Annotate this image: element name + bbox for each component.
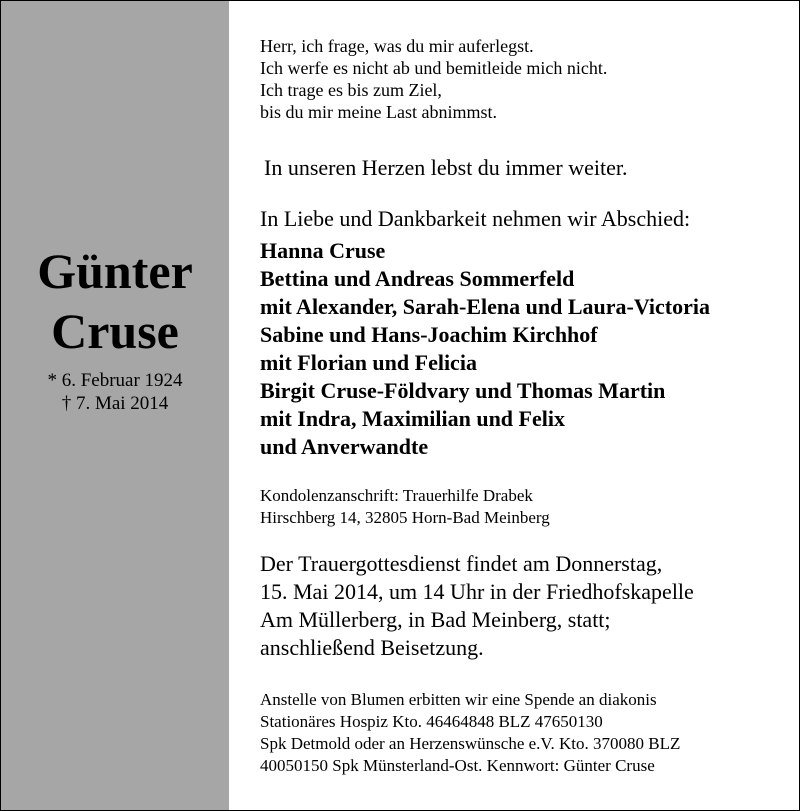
donation-request: [260, 689, 680, 777]
mourner-line: Birgit Cruse-Földvary und Thomas Martin: [260, 378, 666, 403]
condolence-line: Kondolenzanschrift: Trauerhilfe Drabek: [260, 486, 533, 505]
poem-line: Ich trage es bis zum Ziel,: [260, 80, 442, 100]
mourner-line: Sabine und Hans-Joachim Kirchhof: [260, 322, 598, 347]
donation-line: Spk Detmold oder an Herzenswünsche e.V. Kto. 370080 BLZ: [260, 734, 681, 753]
mourner-line: und Anverwandte: [260, 434, 429, 459]
motto: In unseren Herzen lebst du immer weiter.: [264, 155, 628, 180]
condolence-address: [260, 485, 550, 529]
poem-line: Herr, ich frage, was du mir auferlegst.: [260, 36, 534, 56]
name-sidebar: [1, 1, 229, 810]
deceased-last-name: Cruse: [51, 303, 179, 359]
donation-line: Anstelle von Blumen erbitten wir eine Spende an diakonis: [260, 690, 657, 709]
mourner-line: mit Florian und Felicia: [260, 350, 477, 375]
farewell-intro: In Liebe und Dankbarkeit nehmen wir Abschied:: [260, 206, 691, 231]
mourners-list: [260, 237, 710, 461]
death-date: † 7. Mai 2014: [61, 393, 169, 414]
service-line: Der Trauergottesdienst findet am Donnerstag,: [260, 551, 663, 576]
poem-line: Ich werfe es nicht ab und bemitleide mich nicht.: [260, 58, 608, 78]
donation-line: Stationäres Hospiz Kto. 46464848 BLZ 47650130: [260, 712, 603, 731]
service-line: anschließend Beisetzung.: [260, 635, 484, 660]
service-line: 15. Mai 2014, um 14 Uhr in der Friedhofskapelle: [260, 579, 694, 604]
life-dates: [1, 369, 229, 415]
mourner-line: mit Indra, Maximilian und Felix: [260, 406, 565, 431]
condolence-line: Hirschberg 14, 32805 Horn-Bad Meinberg: [260, 508, 550, 527]
mourner-line: Hanna Cruse: [260, 238, 386, 263]
poem-line: bis du mir meine Last abnimmst.: [260, 102, 497, 122]
birth-date: * 6. Februar 1924: [47, 370, 183, 391]
service-line: Am Müllerberg, in Bad Meinberg, statt;: [260, 607, 611, 632]
mourner-line: mit Alexander, Sarah-Elena und Laura-Victoria: [260, 294, 711, 319]
deceased-first-name: Günter: [37, 243, 193, 299]
funeral-service-info: [260, 550, 694, 662]
poem: [260, 35, 607, 123]
mourner-line: Bettina und Andreas Sommerfeld: [260, 266, 575, 291]
donation-line: 40050150 Spk Münsterland-Ost. Kennwort: Günter Cruse: [260, 756, 655, 775]
